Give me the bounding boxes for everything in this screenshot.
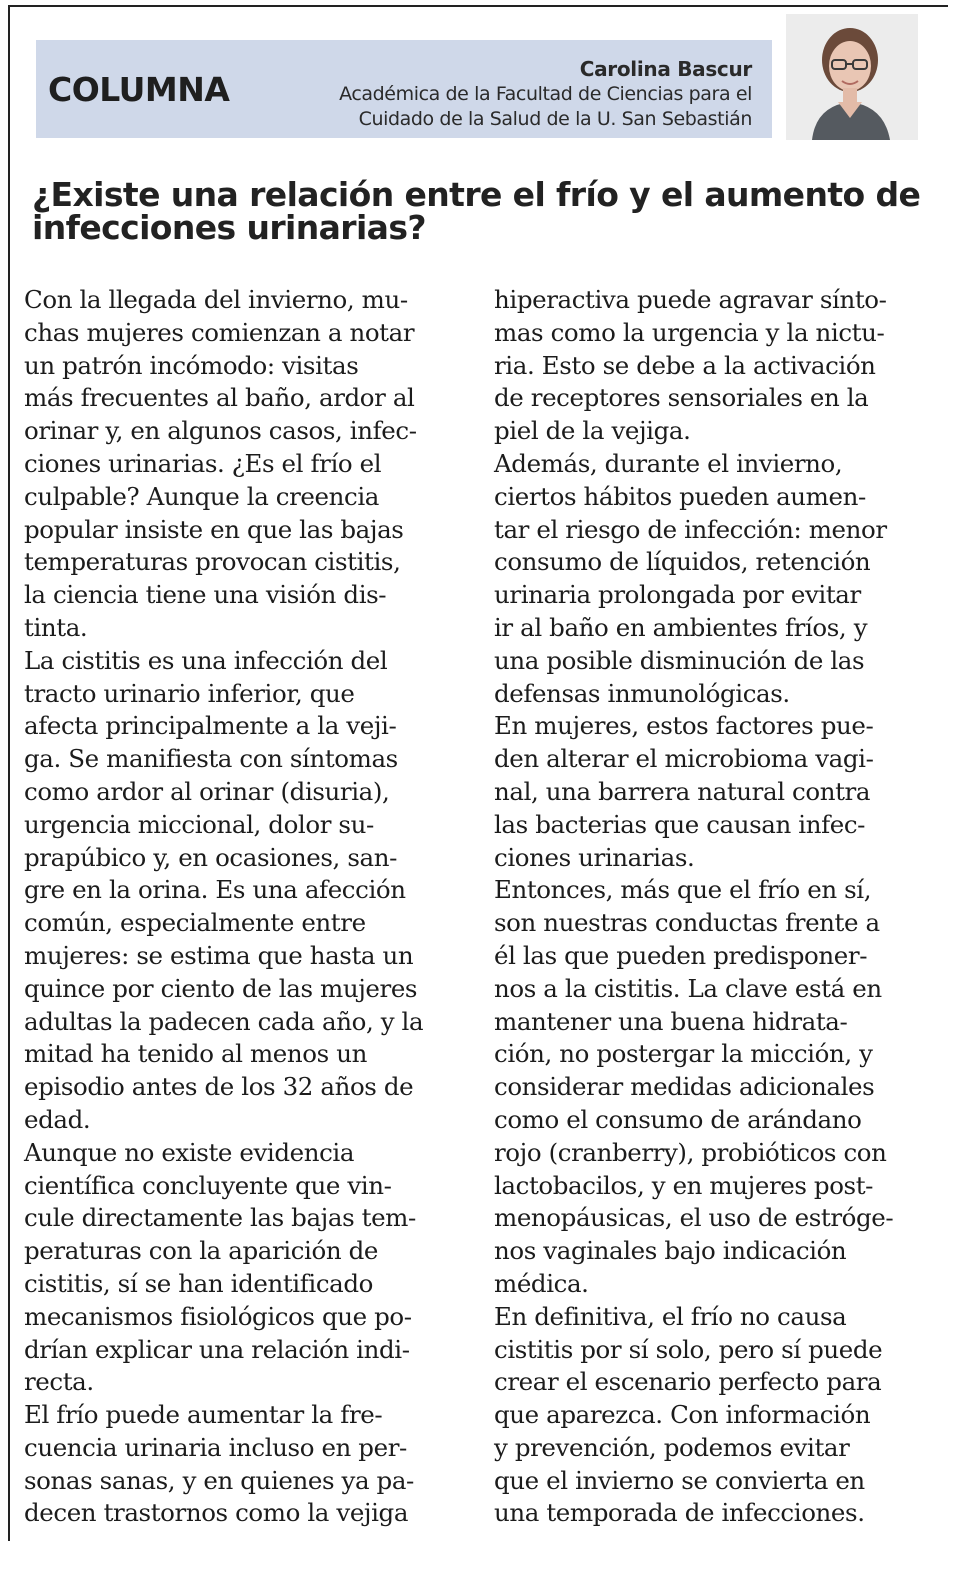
article-text-line: Además, durante el invierno, [494,448,843,478]
article-text-line: den alterar el microbioma vagi- [494,744,874,774]
article-text-line: él las que pueden predisponer- [494,940,868,970]
article-text-line: drían explicar una relación indi- [24,1334,410,1364]
headline-line: infecciones urinarias? [32,208,426,247]
article-text-line: temperaturas provocan cistitis, [24,547,401,577]
article-text-line: que el invierno se convierta en [494,1465,865,1495]
article-text-line: urgencia miccional, dolor su- [24,809,374,839]
article-column-right [494,284,934,1530]
article-text-line: episodio antes de los 32 años de [24,1072,414,1102]
article-text-line: ria. Esto se debe a la activación [494,350,876,380]
author-role-line: Académica de la Facultad de Ciencias para el [339,83,752,105]
article-text-line: chas mujeres comienzan a notar [24,317,415,347]
article-text-line: hiperactiva puede agravar sínto- [494,285,887,314]
article-text-line: afecta principalmente a la veji- [24,711,397,741]
article-text-line: tinta. [24,612,88,642]
article-text-line: de receptores sensoriales en la [494,383,869,413]
article-text-line: recta. [24,1367,94,1397]
article-text-line: decen trastornos como la vejiga [24,1498,409,1528]
section-label: COLUMNA [48,70,230,109]
author-name: Carolina Bascur [579,57,752,81]
article-text-line: común, especialmente entre [24,908,366,938]
headline [32,175,942,247]
article-text-line: edad. [24,1104,91,1134]
article-text-line: sonas sanas, y en quienes ya pa- [24,1465,414,1495]
article-text-line: rojo (cranberry), probióticos con [494,1137,887,1167]
article-text-line: cistitis por sí solo, pero sí puede [494,1334,883,1364]
article-text-line: una temporada de infecciones. [494,1498,865,1528]
article-text-line: las bacterias que causan infec- [494,809,866,839]
article-text-line: ga. Se manifiesta con síntomas [24,744,398,774]
article-text-line: En definitiva, el frío no causa [494,1301,847,1331]
article-text-line: una posible disminución de las [494,645,865,675]
article-text-line: la ciencia tiene una visión dis- [24,580,387,610]
author-role-line: Cuidado de la Salud de la U. San Sebastián [358,108,752,130]
article-text-line: mantener una buena hidrata- [494,1006,848,1036]
article-text-line: mecanismos fisiológicos que po- [24,1301,412,1331]
author-photo [786,14,918,140]
article-text-line: tracto urinario inferior, que [24,678,355,708]
article-text-line: como ardor al orinar (disuria), [24,776,390,806]
article-text-line: nos vaginales bajo indicación [494,1236,847,1266]
article-column-left [24,284,464,1530]
article-text-line: gre en la orina. Es una afección [24,875,406,905]
article-text-line: Con la llegada del invierno, mu- [24,285,408,314]
article-text-line: un patrón incómodo: visitas [24,350,359,380]
article-text-line: prapúbico y, en ocasiones, san- [24,842,397,872]
article-text-line: Aunque no existe evidencia [24,1137,355,1167]
article-text-line: En mujeres, estos factores pue- [494,711,874,741]
article-text-line: lactobacilos, y en mujeres post- [494,1170,874,1200]
article-text-line: consumo de líquidos, retención [494,547,871,577]
article-text-line: piel de la vejiga. [494,416,691,446]
article-text-line: ciones urinarias. [494,842,695,872]
article-text-line: nos a la cistitis. La clave está en [494,973,882,1003]
article-text-line: son nuestras conductas frente a [494,908,880,938]
author-portrait-icon [786,14,918,140]
article-text-line: menopáusicas, el uso de estróge- [494,1203,894,1233]
article-text-line: orinar y, en algunos casos, infec- [24,416,417,446]
article-text-line: ción, no postergar la micción, y [494,1039,873,1069]
article-text-line: ciertos hábitos pueden aumen- [494,481,866,511]
article-text-line: cistitis, sí se han identificado [24,1268,373,1298]
top-rule [8,5,948,7]
article-text-line: como el consumo de arándano [494,1104,862,1134]
article-text-line: El frío puede aumentar la fre- [24,1400,383,1430]
article-text-line: tar el riesgo de infección: menor [494,514,887,544]
article-text-line: científica concluyente que vin- [24,1170,392,1200]
article-text-line: médica. [494,1268,589,1298]
article-text-line: mas como la urgencia y la nictu- [494,317,885,347]
article-text-line: adultas la padecen cada año, y la [24,1006,424,1036]
headline-line: ¿Existe una relación entre el frío y el aumento de [32,175,921,214]
article-text-line: y prevención, podemos evitar [494,1432,850,1462]
article-text-line: cuencia urinaria incluso en per- [24,1432,407,1462]
article-text-line: considerar medidas adicionales [494,1072,875,1102]
article-text-line: popular insiste en que las bajas [24,514,404,544]
article-text-line: cule directamente las bajas tem- [24,1203,416,1233]
article-text-line: La cistitis es una infección del [24,645,388,675]
article-text-line: crear el escenario perfecto para [494,1367,882,1397]
article-text-line: ir al baño en ambientes fríos, y [494,612,868,642]
left-rule [8,5,10,1541]
article-text-line: mitad ha tenido al menos un [24,1039,367,1069]
article-text-line: que aparezca. Con información [494,1400,871,1430]
article-text-line: ciones urinarias. ¿Es el frío el [24,448,382,478]
article-text-line: urinaria prolongada por evitar [494,580,861,610]
article-text-line: Entonces, más que el frío en sí, [494,875,872,905]
author-block [339,56,752,132]
article-text-line: nal, una barrera natural contra [494,776,871,806]
article-text-line: más frecuentes al baño, ardor al [24,383,415,413]
article-text-line: defensas inmunológicas. [494,678,790,708]
article-text-line: culpable? Aunque la creencia [24,481,379,511]
article-text-line: peraturas con la aparición de [24,1236,378,1266]
article-text-line: mujeres: se estima que hasta un [24,940,414,970]
article-text-line: quince por ciento de las mujeres [24,973,418,1003]
